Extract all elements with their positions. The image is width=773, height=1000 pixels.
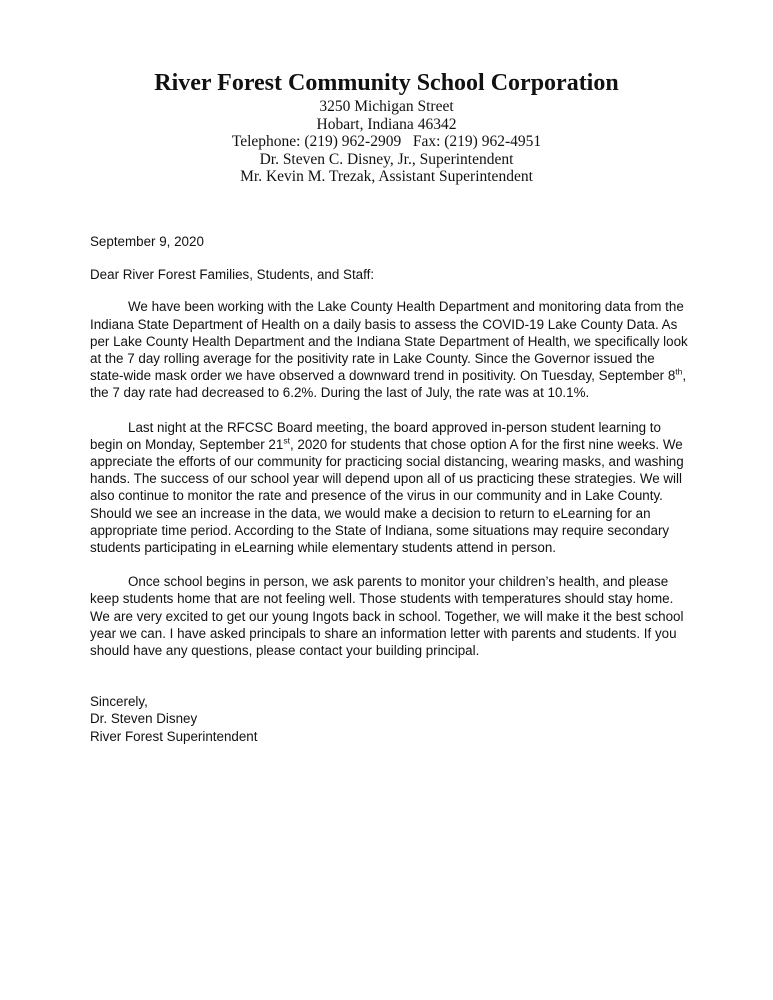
paragraph-2	[90, 419, 690, 557]
closing-word: Sincerely,	[90, 694, 148, 710]
letter-date: September 9, 2020	[90, 234, 204, 249]
letterhead	[0, 68, 773, 186]
paragraph-1-text-b: , the 7 day rate had decreased to 6.2%. During the last of July, the rate was at 10.1%.	[90, 368, 687, 401]
paragraph-2-text-b: , 2020 for students that chose option A for the first nine weeks. We appreciate the efforts of our community for practicing social distancing, wearing masks, and washing hands. The success of our school year will depend upon all of us practicing these strategies. We will also continue to monitor the rate and presence of the virus in our community and in Lake County. Should we see an increase in the data, we would make a decision to return to eLearning for an appropriate time period. According to the State of Indiana, some situations may require secondary students participating in eLearning while elementary students attend in person.	[90, 436, 684, 556]
paragraph-1-text-a: We have been working with the Lake County Health Department and monitoring data from the Indiana State Department of Health on a daily basis to assess the COVID-19 Lake County Data. As per Lake County Health Department and the Indiana State Department of Health, we specifically look at the 7 day rolling average for the positivity rate in Lake County. Since the Governor issued the state-wide mask order we have observed a downward trend in positivity. On Tuesday, September 8	[90, 299, 688, 384]
street-address: 3250 Michigan Street	[319, 98, 454, 115]
superintendent-line: Dr. Steven C. Disney, Jr., Superintendent	[259, 150, 514, 168]
signer-name: Dr. Steven Disney	[90, 711, 198, 727]
city-state-zip: Hobart, Indiana 46342	[316, 115, 457, 133]
contact-numbers: Telephone: (219) 962-2909 Fax: (219) 962-4951	[231, 133, 542, 150]
paragraph-3: Once school begins in person, we ask parents to monitor your children’s health, and please keep students home that are not feeling well. Those students with temperatures should stay home. We are very excited to get our young Ingots back in school. Together, we will make it the best school year we can. I have asked principals to share an information letter with parents and students. If you should have any questions, please contact your building principal.	[90, 574, 684, 659]
assistant-superintendent-line: Mr. Kevin M. Trezak, Assistant Superintendent	[240, 168, 533, 185]
organization-name: River Forest Community School Corporation	[154, 70, 619, 96]
paragraph-2-ordinal: st	[283, 435, 290, 446]
letter-body	[90, 233, 690, 745]
signer-title: River Forest Superintendent	[90, 728, 258, 744]
paragraph-2-text-a: Last night at the RFCSC Board meeting, the board approved in-person student learning to begin on Monday, September 21	[90, 419, 661, 452]
paragraph-1-ordinal: th	[675, 366, 683, 377]
salutation: Dear River Forest Families, Students, and Staff:	[90, 267, 375, 283]
paragraph-1	[90, 298, 690, 401]
closing-block	[90, 693, 690, 745]
